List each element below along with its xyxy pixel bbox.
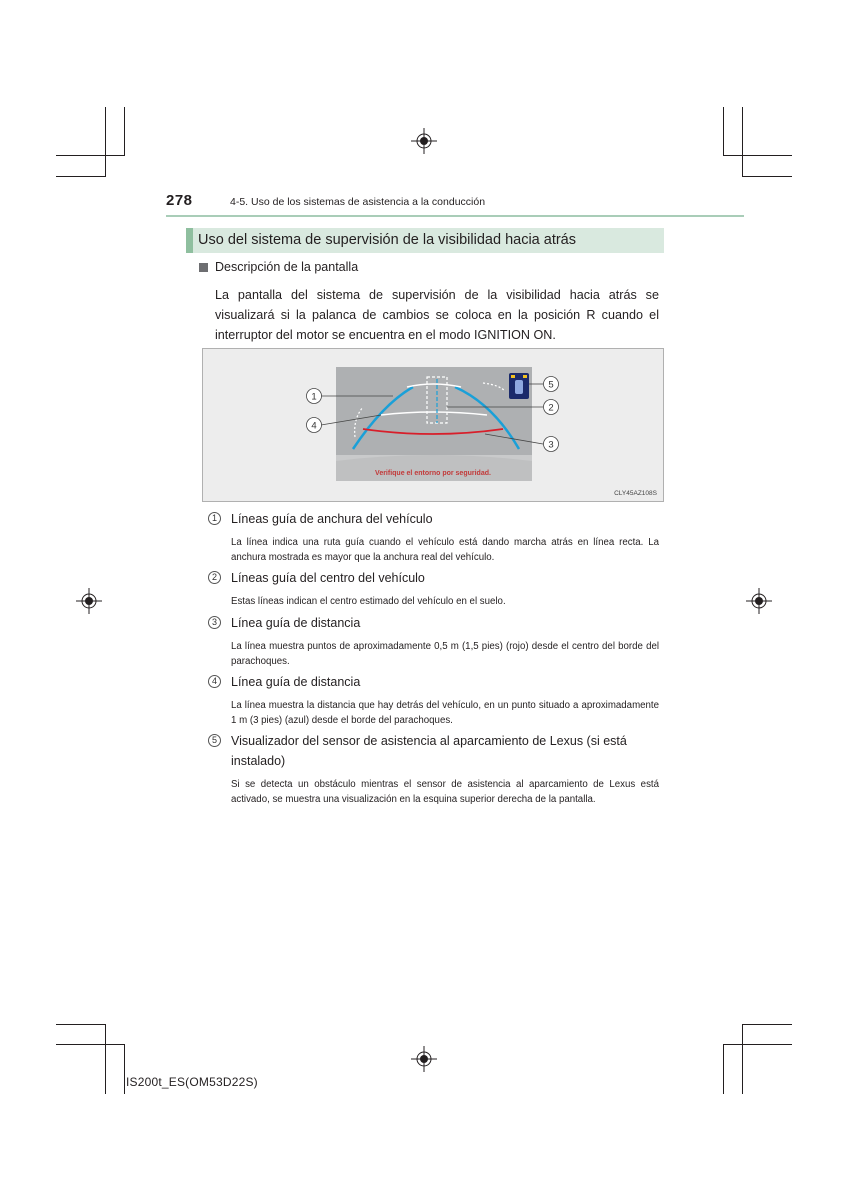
document-code: IS200t_ES(OM53D22S) [126, 1075, 258, 1089]
screen-warning-text: Verifique el entorno por seguridad. [375, 470, 491, 477]
item-number-badge: 3 [208, 616, 221, 629]
figure-code: CLY45AZ108S [614, 490, 657, 497]
crop-mark [723, 1044, 792, 1045]
crop-mark [723, 1044, 724, 1094]
svg-text:2: 2 [548, 402, 554, 414]
crop-mark [742, 176, 792, 177]
crop-mark [124, 107, 125, 156]
crop-mark [56, 155, 125, 156]
parking-sensor-indicator [523, 375, 527, 378]
item-title: Visualizador del sensor de asistencia al aparcamiento de Lexus (si está instalado) [231, 734, 627, 768]
crop-mark [56, 176, 106, 177]
section-accent-bar [186, 228, 193, 253]
intro-paragraph: La pantalla del sistema de supervisión de la visibilidad hacia atrás se visualizará si la palanca de cambios se coloca en la posición R cuando el interruptor del motor se encuentra en el modo IGNITION ON. [215, 288, 659, 342]
svg-text:1: 1 [311, 391, 317, 403]
crop-mark [742, 1024, 792, 1025]
section-heading [186, 228, 664, 253]
item-description: Si se detecta un obstáculo mientras el sensor de asistencia al aparcamiento de Lexus está activado, se muestra una visualización en la esquina superior derecha de la pantalla. [231, 779, 659, 805]
svg-text:4: 4 [311, 420, 317, 432]
crop-mark [105, 107, 106, 177]
page-number: 278 [166, 192, 193, 209]
callout-2 [544, 400, 559, 415]
subsection-title: Descripción de la pantalla [215, 260, 359, 274]
crop-mark [105, 1024, 106, 1094]
item-number-badge: 4 [208, 675, 221, 688]
bumper-shape [336, 455, 532, 481]
svg-text:3: 3 [548, 439, 554, 451]
crop-mark [723, 155, 792, 156]
callout-3 [544, 437, 559, 452]
rear-view-figure [202, 348, 664, 502]
crop-mark [723, 107, 724, 156]
registration-mark-icon [411, 128, 437, 154]
registration-mark-icon [746, 588, 772, 614]
header-divider [166, 215, 744, 217]
svg-text:5: 5 [548, 379, 554, 391]
section-title: Uso del sistema de supervisión de la visibilidad hacia atrás [198, 232, 576, 248]
callout-5 [544, 377, 559, 392]
item-number-badge: 1 [208, 512, 221, 525]
registration-mark-icon [411, 1046, 437, 1072]
crop-mark [56, 1024, 106, 1025]
item-number-badge: 2 [208, 571, 221, 584]
item-title: Línea guía de distancia [231, 675, 361, 689]
registration-mark-icon [76, 588, 102, 614]
crop-mark [56, 1044, 125, 1045]
item-description: La línea indica una ruta guía cuando el vehículo está dando marcha atrás en línea recta. La anchura mostrada es mayor que la anchura real del vehículo. [231, 537, 659, 563]
crop-mark [742, 107, 743, 177]
subsection-bullet-icon [199, 263, 208, 272]
item-title: Líneas guía del centro del vehículo [231, 571, 425, 585]
chapter-title: 4-5. Uso de los sistemas de asistencia a la conducción [230, 196, 486, 208]
item-title: Líneas guía de anchura del vehículo [231, 512, 433, 526]
crop-mark [124, 1044, 125, 1094]
item-number-badge: 5 [208, 734, 221, 747]
callout-1 [307, 389, 322, 404]
item-description: La línea muestra la distancia que hay detrás del vehículo, en un punto situado a aproximadamente 1 m (3 pies) (azul) desde el borde del parachoques. [231, 700, 659, 726]
rear-view-screen-illustration [203, 349, 663, 501]
item-description: Estas líneas indican el centro estimado del vehículo en el suelo. [231, 596, 506, 607]
item-description: La línea muestra puntos de aproximadamente 0,5 m (1,5 pies) (rojo) desde el centro del borde del parachoques. [231, 641, 659, 667]
item-title: Línea guía de distancia [231, 616, 361, 630]
callout-4 [307, 418, 322, 433]
parking-sensor-car [515, 380, 523, 394]
parking-sensor-indicator [511, 375, 515, 378]
crop-mark [742, 1024, 743, 1094]
